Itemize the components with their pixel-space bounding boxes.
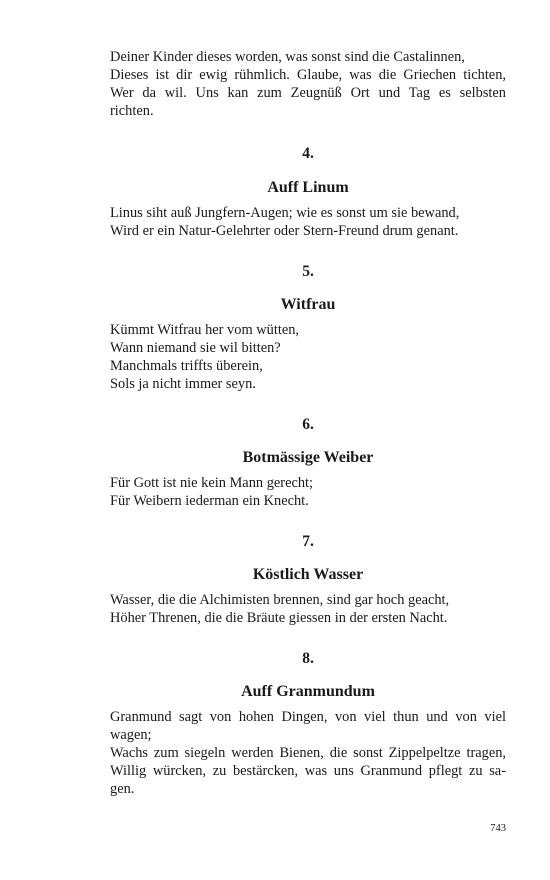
verse-line: Für Weibern iederman ein Knecht. [110, 493, 309, 509]
poem-title: Auff Granmundum [241, 683, 375, 700]
verse-line: Für Gott ist nie kein Mann gerecht; [110, 475, 314, 491]
poem-title: Köstlich Wasser [252, 566, 364, 583]
poem-text [110, 474, 506, 510]
verse-line: Granmund sagt von hohen Dingen, von viel thun und von viel [110, 709, 506, 725]
poem-section [110, 262, 506, 393]
verse-line: Kümmt Witfrau her vom wütten, [110, 322, 299, 338]
verse-line: Wer da wil. Uns kan zum Zeugnüß Ort und Tag es selbsten [110, 85, 506, 101]
poem-text [110, 321, 506, 393]
verse-line: Dieses ist dir ewig rühmlich. Glaube, was die Griechen tichten, [110, 67, 506, 83]
poem-number: 4. [302, 145, 314, 162]
poem-section [110, 144, 506, 240]
poem-title: Botmässige Weiber [242, 449, 374, 466]
verse-line: Willig würcken, zu bestärcken, was uns Granmund pflegt zu sa- [110, 763, 506, 779]
opening-stanza [110, 48, 506, 120]
verse-line: Manchmals triffts überein, [110, 358, 263, 374]
verse-line: Deiner Kinder dieses worden, was sonst sind die Castalinnen, [110, 49, 465, 65]
poem-number: 5. [302, 263, 314, 280]
poem-title: Witfrau [280, 296, 336, 313]
verse-line: wagen; [110, 727, 152, 743]
poem-number: 6. [302, 416, 314, 433]
verse-line: richten. [110, 103, 154, 119]
verse-line: Wachs zum siegeln werden Bienen, die sonst Zippelpeltze tragen, [110, 745, 506, 761]
poem-number: 7. [302, 533, 314, 550]
verse-line: Sols ja nicht immer seyn. [110, 376, 256, 392]
page-body [110, 48, 506, 798]
verse-line: Wasser, die die Alchimisten brennen, sind gar hoch geacht, [110, 592, 450, 608]
verse-line: Wann niemand sie wil bitten? [110, 340, 281, 356]
poem-section [110, 415, 506, 510]
page-number: 743 [490, 823, 506, 834]
poem-text [110, 591, 506, 627]
verse-line: Höher Threnen, die die Bräute giessen in der ersten Nacht. [110, 610, 448, 626]
poem-number: 8. [302, 650, 314, 667]
verse-line: Wird er ein Natur-Gelehrter oder Stern-Freund drum genant. [110, 223, 459, 239]
verse-line: Linus siht auß Jungfern-Augen; wie es sonst um sie bewand, [110, 205, 460, 221]
poem-section [110, 532, 506, 627]
poem-title: Auff Linum [267, 179, 349, 196]
poem-section [110, 649, 506, 798]
poem-text [110, 708, 506, 798]
verse-line: gen. [110, 781, 135, 797]
poem-text [110, 204, 506, 240]
